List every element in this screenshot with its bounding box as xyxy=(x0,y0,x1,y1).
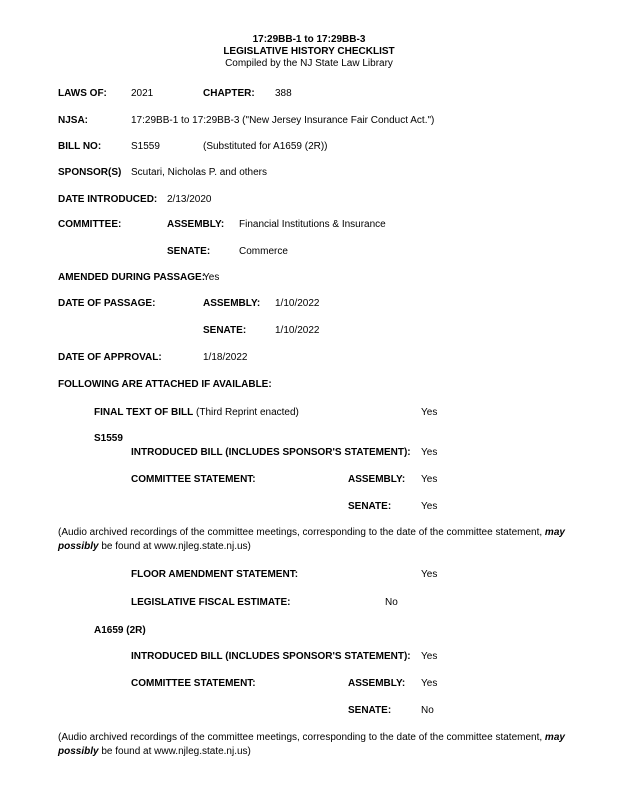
document-title: 17:29BB-1 to 17:29BB-3 xyxy=(252,34,366,45)
njsa-label: NJSA: xyxy=(58,115,89,126)
a-committee-label: COMMITTEE STATEMENT: xyxy=(131,678,256,689)
s-introduced-label: INTRODUCED BILL (INCLUDES SPONSOR'S STATEMENT): xyxy=(131,447,411,458)
committee-senate-label: SENATE: xyxy=(167,246,211,257)
audio-note-2-text: (Audio archived recordings of the committee meetings, corresponding to the date of the committee statement, xyxy=(58,732,545,743)
s-committee-assembly-value: Yes xyxy=(421,474,438,485)
final-text-label: FINAL TEXT OF BILL xyxy=(94,407,194,418)
audio-note-2-emphasis: may possibly xyxy=(58,732,565,757)
a-introduced-label: INTRODUCED BILL (INCLUDES SPONSOR'S STATEMENT): xyxy=(131,651,411,662)
s-committee-assembly-label: ASSEMBLY: xyxy=(348,474,406,485)
bill-no-label: BILL NO: xyxy=(58,141,102,152)
s-committee-senate-label: SENATE: xyxy=(348,501,392,512)
a-committee-senate-label: SENATE: xyxy=(348,705,392,716)
a-committee-assembly-label: ASSEMBLY: xyxy=(348,678,406,689)
committee-assembly-label: ASSEMBLY: xyxy=(167,219,225,230)
passage-assembly-label: ASSEMBLY: xyxy=(203,298,261,309)
s-committee-label: COMMITTEE STATEMENT: xyxy=(131,474,256,485)
s-floor-label: FLOOR AMENDMENT STATEMENT: xyxy=(131,569,299,580)
chapter-label: CHAPTER: xyxy=(203,88,255,99)
njsa-value: 17:29BB-1 to 17:29BB-3 ("New Jersey Insurance Fair Conduct Act.") xyxy=(131,115,435,126)
a-committee-assembly-value: Yes xyxy=(421,678,438,689)
date-of-passage-label: DATE OF PASSAGE: xyxy=(58,298,156,309)
committee-assembly-value: Financial Institutions & Insurance xyxy=(239,219,386,230)
s-bill-label: S1559 xyxy=(94,433,123,444)
final-text-note: (Third Reprint enacted) xyxy=(196,407,299,418)
audio-note-2-text-end: be found at www.njleg.state.nj.us) xyxy=(98,746,251,757)
committee-senate-value: Commerce xyxy=(239,246,288,257)
committee-label: COMMITTEE: xyxy=(58,219,122,230)
final-text-row xyxy=(94,407,299,419)
date-of-approval-value: 1/18/2022 xyxy=(203,352,248,363)
passage-senate-label: SENATE: xyxy=(203,325,247,336)
audio-note xyxy=(58,526,588,554)
s-floor-value: Yes xyxy=(421,569,438,580)
audio-note-emphasis: may possibly xyxy=(58,527,565,552)
passage-senate-value: 1/10/2022 xyxy=(275,325,320,336)
laws-of-label: LAWS OF: xyxy=(58,88,107,99)
date-introduced-value: 2/13/2020 xyxy=(167,194,212,205)
bill-no-value: S1559 xyxy=(131,141,160,152)
sponsors-value: Scutari, Nicholas P. and others xyxy=(131,167,268,178)
audio-note-text-end: be found at www.njleg.state.nj.us) xyxy=(98,541,251,552)
s-fiscal-value: No xyxy=(385,597,398,608)
audio-note-text: (Audio archived recordings of the committee meetings, corresponding to the date of the committee statement, xyxy=(58,527,545,538)
attached-heading: FOLLOWING ARE ATTACHED IF AVAILABLE: xyxy=(58,379,272,390)
a-introduced-value: Yes xyxy=(421,651,438,662)
a-committee-senate-value: No xyxy=(421,705,434,716)
amended-value: Yes xyxy=(203,272,220,283)
sponsors-label: SPONSOR(S) xyxy=(58,167,122,178)
amended-label: AMENDED DURING PASSAGE: xyxy=(58,272,206,283)
date-of-approval-label: DATE OF APPROVAL: xyxy=(58,352,162,363)
final-text-value: Yes xyxy=(421,407,438,418)
compiled-by: Compiled by the NJ State Law Library xyxy=(225,58,393,69)
chapter-value: 388 xyxy=(275,88,292,99)
laws-of-value: 2021 xyxy=(131,88,154,99)
a-bill-label: A1659 (2R) xyxy=(94,625,146,636)
bill-no-note: (Substituted for A1659 (2R)) xyxy=(203,141,328,152)
document-subtitle: LEGISLATIVE HISTORY CHECKLIST xyxy=(223,46,395,57)
passage-assembly-value: 1/10/2022 xyxy=(275,298,320,309)
s-introduced-value: Yes xyxy=(421,447,438,458)
audio-note-2 xyxy=(58,731,588,759)
s-committee-senate-value: Yes xyxy=(421,501,438,512)
s-fiscal-label: LEGISLATIVE FISCAL ESTIMATE: xyxy=(131,597,291,608)
date-introduced-label: DATE INTRODUCED: xyxy=(58,194,158,205)
